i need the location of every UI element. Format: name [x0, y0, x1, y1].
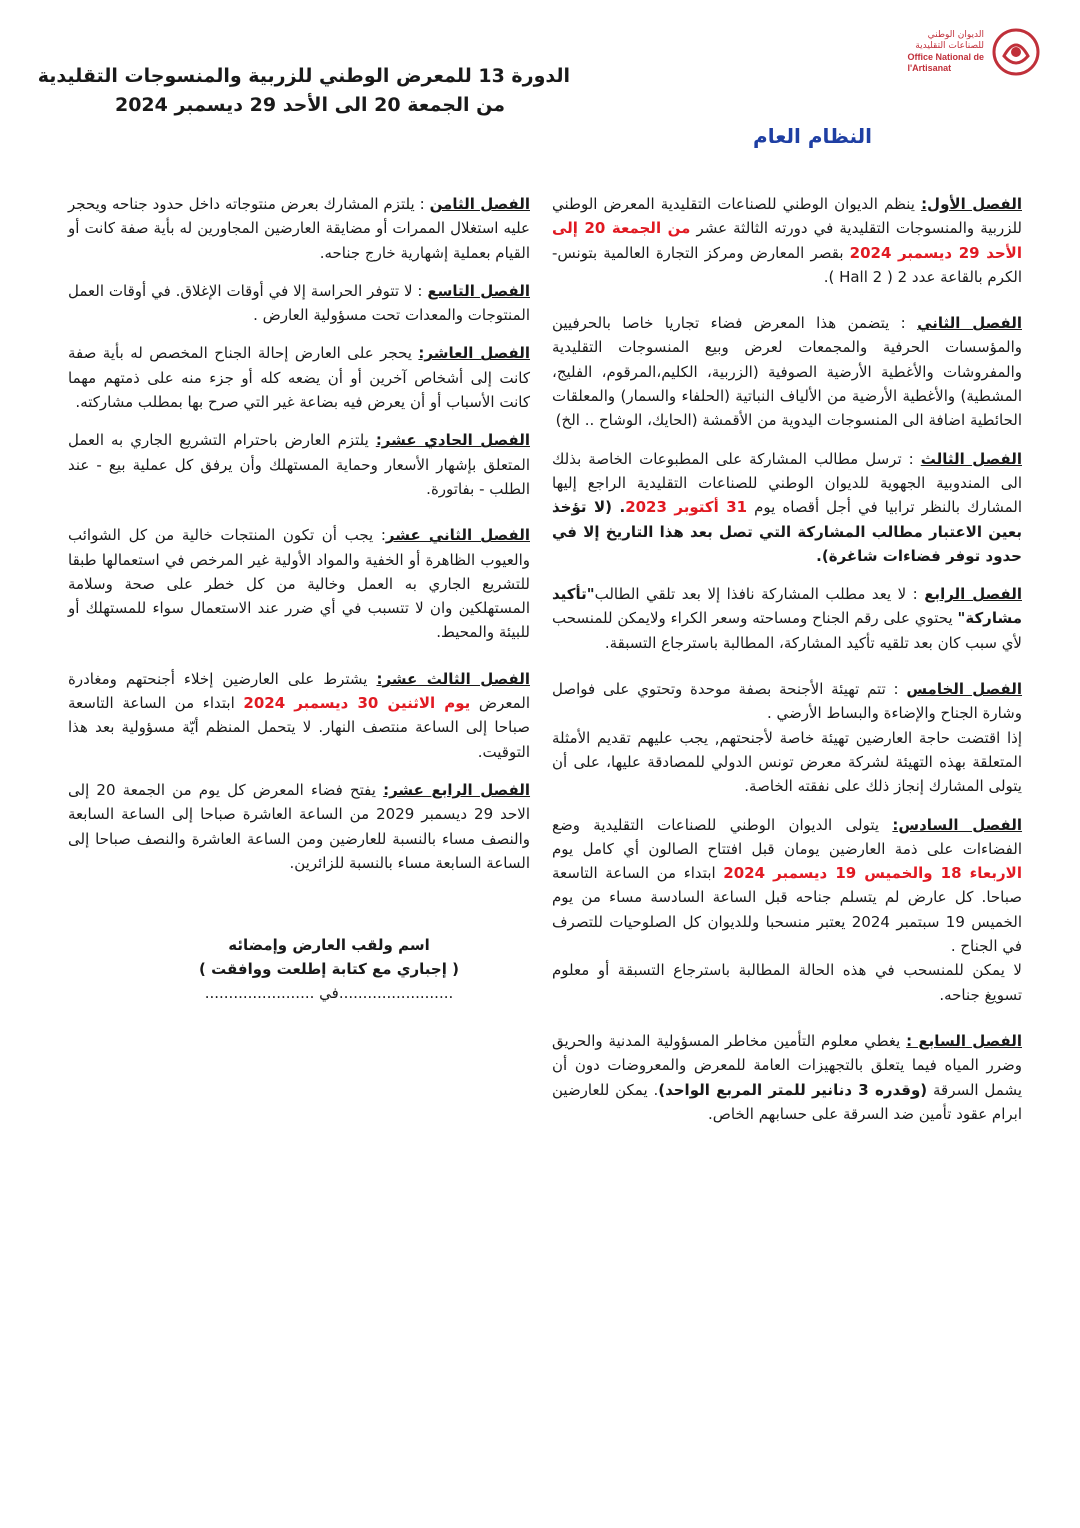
article-8-text: : يلتزم المشارك بعرض منتوجاته داخل حدود جناحه ويحجر عليه استغلال الممرات أو مضايقة العارضين المجاورين له بأية صفة كانت أو القيام بعملية إشهارية خارج جناحه.: [68, 195, 530, 262]
article-3-deadline: 31 أكتوبر 2023: [625, 498, 748, 517]
office-logo: [892, 22, 1042, 82]
article-14-heading: الفصل الرابع عشر:: [383, 780, 531, 799]
article-5-text: : تتم تهيئة الأجنحة بصفة موحدة وتحتوي على فواصل وشارة الجناح والإضاءة والبساط الأرضي .: [552, 680, 1022, 723]
article-4-text-2: يحتوي على رقم الجناح ومساحته وسعر الكراء ولايمكن للمنسحب لأي سبب كان بعد تلقيه تأكيد المشاركة، المطالبة باسترجاع التسبقة.: [552, 609, 1022, 652]
article-12-text: : يجب أن تكون المنتجات خالية من كل الشوائب والعيوب الظاهرة أو الخفية والمواد الأولية غير المرخص في استعمالها طبقا للتشريع الجاري به العمل وخالية من كل خطر على صحة وسلامة المستهلكين وان لا تتسبب في أي ضرر عند الاستعمال سواء للمستهلك أو للبيئة والمحيط.: [68, 526, 530, 642]
article-6-text-2: ابتداء من الساعة التاسعة صباحا. كل عارض لم يتسلم جناحه قبل الساعة السادسة مساء من يوم الخميس 19 سبتمبر 2024 يعتبر منسحبا وللديوان كل الصلوحيات للتصرف في الجناح .: [552, 864, 1022, 956]
article-7-fee: (وقدره 3 دنانير للمتر المربع الواحد): [658, 1080, 928, 1099]
article-7: [552, 1029, 1022, 1126]
signature-place-date-field: ........................في .......................: [204, 984, 454, 1003]
article-2-text: : يتضمن هذا المعرض فضاء تجاريا خاصا بالحرفيين والمؤسسات الحرفية والمجمعات لعرض وبيع المنسوجات التقليدية والمفروشات والأغطية الأرضية الصوفية (الزربية، الكليم،المرقوم، الفليج، المشطية) والأغطية الأرضية من الألياف النباتية (الحلفاء والسمار) والمعلقات الحائطية اضافة الى المنسوجات اليدوية من الأقمشة (الحايك، الوشاح .. الخ): [552, 314, 1022, 430]
article-12-heading: الفصل الثاني عشر: [385, 526, 530, 545]
article-4-text: : لا يعد مطلب المشاركة نافذا إلا بعد تلقي الطالب: [594, 585, 925, 604]
article-2: [552, 311, 1022, 432]
article-5-heading: الفصل الخامس: [906, 680, 1023, 699]
article-10-heading: الفصل العاشر:: [418, 344, 530, 363]
article-6-heading: الفصل السادس:: [892, 815, 1023, 834]
article-8: [68, 192, 530, 265]
article-3: [552, 447, 1022, 568]
article-3-heading: الفصل الثالث: [920, 449, 1022, 468]
article-1-heading: الفصل الأول:: [921, 195, 1022, 213]
article-10-text: يحجر على العارض إحالة الجناح المخصص له بأية صفة كانت إلى أشخاص آخرين أو أن يضعه كله أو جزء منه على ذمتهم مهما كانت الأسباب أو أن يعرض فيه بضاعة غير التي صرح بها بمطلب مشاركته.: [68, 344, 530, 412]
article-1-text-2: بقصر المعارض ومركز التجارة العالمية بتونس- الكرم بالقاعة عدد 2 ( Hall 2 ).: [552, 243, 1022, 286]
article-12: [68, 523, 530, 644]
article-10: [68, 341, 530, 414]
article-5-text-2: إذا اقتضت حاجة العارضين تهيئة خاصة لأجنحتهم, يجب عليهم تقديم الأمثلة المتعلقة بهذه التهيئة لشركة معرض تونس الدولي للمصادقة عليها، على أن يتولى المشارك إنجاز ذلك على نفقته الخاصة.: [552, 728, 1022, 796]
article-9-text: : لا تتوفر الحراسة إلا في أوقات الإغلاق. في أوقات العمل المنتوجات والمعدات تحت مسؤولية العارض .: [68, 281, 530, 325]
signature-block: [68, 933, 530, 1005]
article-9: [68, 279, 530, 328]
document-header: [37, 62, 570, 119]
logo-ar-line2: للصناعات التقليدية: [915, 40, 984, 51]
article-6-text-3: لا يمكن للمنسحب في هذه الحالة المطالبة باسترجاع التسبقة أو معلوم تسويغ جناحه.: [552, 961, 1022, 1004]
article-1-dates: من الجمعة 20 إلى الأحد 29 ديسمبر 2024: [552, 219, 1022, 262]
article-14-text: يفتح فضاء المعرض كل يوم من الجمعة 20 إلى الاحد 29 ديسمبر 2029 من الساعة العاشرة صباحا إلى الساعة السابعة والنصف مساء بالنسبة للعارضين ومن الساعة العاشرة والنصف صباحا إلى الساعة السابعة مساء بالنسبة للزائرين.: [68, 780, 531, 872]
logo-ar-line1: الديوان الوطني: [927, 29, 984, 40]
article-7-heading: الفصل السابع :: [906, 1031, 1022, 1050]
logo-text: [907, 30, 984, 75]
article-4-heading: الفصل الرابع: [924, 585, 1022, 604]
article-13-text: يشترط على العارضين إخلاء أجنحتهم ومغادرة المعرض: [68, 669, 530, 713]
left-column: [68, 192, 530, 1005]
article-14: [68, 778, 530, 875]
article-1: [552, 192, 1022, 289]
article-2-heading: الفصل الثاني: [917, 314, 1022, 333]
header-line1: الدورة 13 للمعرض الوطني للزربية والمنسوجات التقليدية: [37, 65, 570, 87]
article-3-text: : ترسل مطالب المشاركة على المطبوعات الخاصة بذلك الى المندوبية الجهوية للديوان الوطني للصناعات التقليدية الراجع إليها المشارك بالنظر ترابيا في أجل أقصاه يوم: [552, 449, 1022, 517]
article-6-dates: الاربعاء 18 والخميس 19 ديسمبر 2024: [723, 864, 1022, 883]
signature-label: اسم ولقب العارض وإمضائه: [228, 936, 430, 955]
artisanat-logo-icon: [990, 26, 1042, 78]
article-13-date: يوم الاثنين 30 ديسمبر 2024: [243, 694, 471, 713]
article-1-text: ينظم الديوان الوطني للصناعات التقليدية المعرض الوطني للزربية والمنسوجات التقليدية في دورته الثالثة عشر: [552, 195, 1023, 238]
article-6: [552, 813, 1022, 1007]
article-7-text-2: . يمكن للعارضين ابرام عقود تأمين ضد السرقة على حسابهم الخاص.: [552, 1080, 1022, 1123]
logo-fr-line1: Office National de: [907, 52, 984, 62]
article-4-confirmation: "تأكيد مشاركة": [552, 585, 1022, 628]
article-11: [68, 428, 530, 501]
signature-instruction: ( إجباري مع كتابة إطلعت ووافقت ): [199, 960, 459, 979]
article-7-text: يغطي معلوم التأمين مخاطر المسؤولية المدنية والحريق وضرر المياه فيما يتعلق بالتجهيزات العامة للمعرض والمعروضات دون أن يشمل السرقة: [552, 1031, 1022, 1099]
logo-fr-line2: l'Artisanat: [907, 63, 952, 74]
article-13-text-2: ابتداء من الساعة التاسعة صباحا إلى الساعة منتصف النهار. لا يتحمل المنظم أيّة مسؤولية بعد هذا التوقيت.: [68, 694, 530, 761]
header-line2: من الجمعة 20 الى الأحد 29 ديسمبر 2024: [114, 93, 506, 116]
article-11-heading: الفصل الحادي عشر:: [375, 431, 530, 450]
article-8-heading: الفصل الثامن: [429, 195, 530, 213]
article-13-heading: الفصل الثالث عشر:: [376, 669, 530, 688]
article-11-text: يلتزم العارض باحترام التشريع الجاري به العمل المتعلق بإشهار الأسعار وحماية المستهلك وأن يرفق كل عملية بيع - عند الطلب - بفاتورة.: [68, 431, 530, 498]
article-3-note: . (لا تؤخذ بعين الاعتبار مطالب المشاركة التي تصل بعد هذا التاريخ إلا في حدود توفر فضاءات شاغرة).: [552, 498, 1022, 565]
article-9-heading: الفصل التاسع: [427, 281, 530, 300]
article-13: [68, 667, 530, 764]
right-column: [552, 192, 1022, 1140]
article-5: [552, 677, 1022, 798]
article-4: [552, 582, 1022, 655]
article-6-text: يتولى الديوان الوطني للصناعات التقليدية وضع الفضاءات على ذمة العارضين يومان قبل افتتاح الصالون أي كامل يوم: [552, 815, 1022, 858]
section-title: النظام العام: [753, 124, 872, 148]
